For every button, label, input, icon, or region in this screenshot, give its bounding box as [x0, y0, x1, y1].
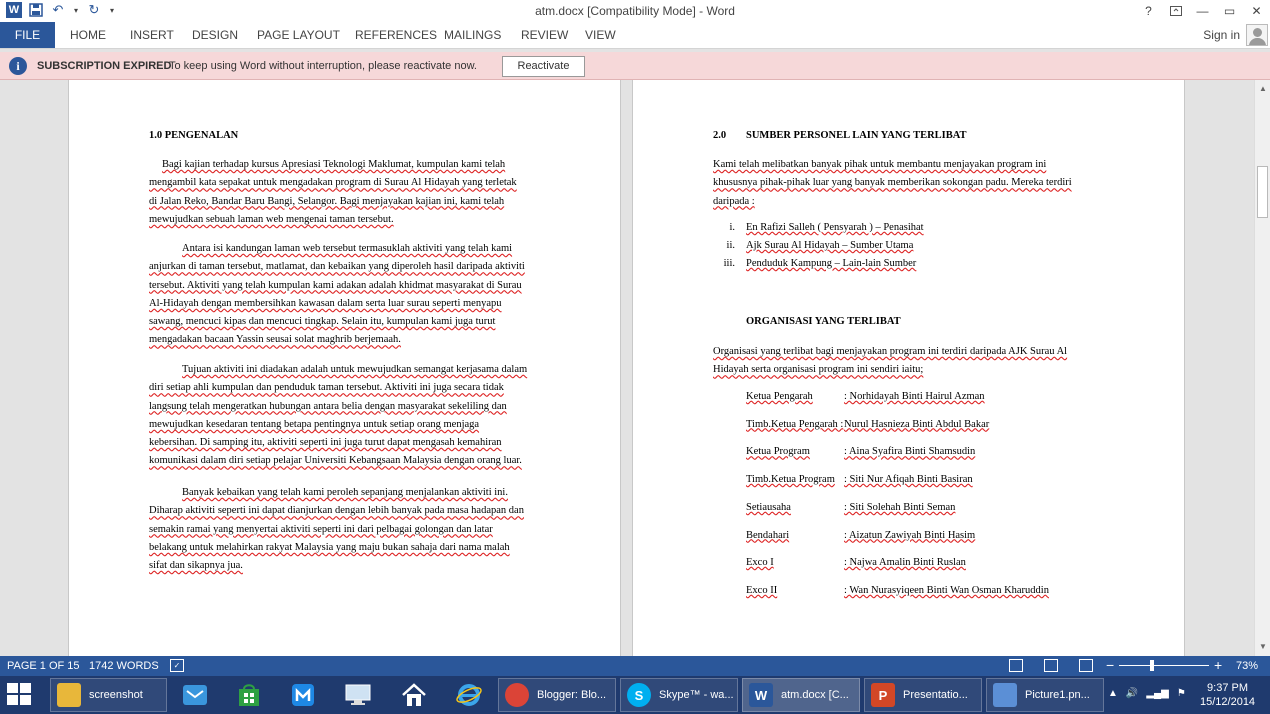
organisation-member: : Wan Nurasyiqeen Binti Wan Osman Kharuddin	[844, 584, 1049, 596]
message-title: SUBSCRIPTION EXPIRED	[37, 60, 172, 72]
redo-icon[interactable]: ↻	[88, 2, 100, 17]
organisation-member: : Siti Solehah Binti Seman	[844, 501, 956, 513]
taskbar-item-powerpoint[interactable]: P Presentatio...	[864, 678, 982, 712]
organisation-intro	[713, 343, 1106, 380]
organisation-role: Ketua Pengarah	[746, 391, 813, 402]
paragraph-line: Tujuan aktiviti ini diadakan adalah untuk mewujudkan semangat kerjasama dalam	[182, 364, 528, 375]
tray-expand-icon[interactable]: ▲	[1108, 688, 1118, 699]
paragraph-line: mewujudkan sebuah laman web mengenai taman tersebut.	[149, 213, 394, 225]
organisation-member: : Norhidayah Binti Hairul Azman	[844, 391, 985, 402]
list-number: iii.	[723, 258, 735, 269]
tab-references[interactable]: REFERENCES	[355, 28, 438, 42]
taskbar-clock[interactable]: 9:37 PM 15/12/2014	[1200, 682, 1256, 708]
zoom-level[interactable]: 73%	[1236, 660, 1259, 672]
maxthon-app-icon[interactable]	[283, 679, 323, 711]
list-text: Ajk Surau Al Hidayah – Sumber Utama	[746, 240, 914, 251]
paragraph-line: sawang, mencuci kipas dan mencuci tingkap. Selain itu, kumpulan kami juga turut	[149, 316, 496, 328]
scroll-thumb[interactable]	[1257, 166, 1268, 218]
paragraph-line: khususnya pihak-pihak luar yang banyak memberikan sokongan padu. Mereka terdiri	[713, 177, 1072, 189]
taskbar-item-picture[interactable]: Picture1.pn...	[986, 678, 1104, 712]
paragraph-line: anjurkan di taman tersebut, matlamat, dan kebaikan yang diperoleh hasil daripada aktiviti	[149, 261, 525, 273]
section-heading: SUMBER PERSONEL LAIN YANG TERLIBAT	[746, 130, 967, 141]
paragraph-line: Bagi kajian terhadap kursus Apresiasi Teknologi Maklumat, kumpulan kami telah	[162, 159, 506, 170]
mail-app-icon[interactable]	[175, 679, 215, 711]
taskbar-item-blogger[interactable]: Blogger: Blo...	[498, 678, 616, 712]
organisation-role: Bendahari	[746, 529, 790, 541]
restore-icon[interactable]: ▭	[1223, 4, 1236, 18]
organisation-member: : Aizatun Zawiyah Binti Hasim	[844, 529, 976, 541]
paragraph-line: kebersihan. Di samping itu, aktiviti seperti ini juga turut dapat mengasah kemahiran	[149, 437, 502, 449]
document-area[interactable]	[0, 80, 1254, 656]
store-app-icon[interactable]	[229, 679, 269, 711]
paragraph-line: Banyak kebaikan yang telah kami peroleh sepanjang menjalankan aktiviti ini.	[182, 487, 508, 498]
subscription-message-bar	[0, 52, 1270, 80]
organisation-role: Ketua Program	[746, 446, 810, 458]
list-text: En Rafizi Salleh ( Pensyarah ) – Penasihat	[746, 222, 924, 233]
paragraph-line: Kami telah melibatkan banyak pihak untuk membantu menjayakan program ini	[713, 159, 1047, 170]
paragraph-line: diri setiap ahli kumpulan dan penduduk taman tersebut. Aktiviti ini juga secara tidak	[149, 382, 504, 394]
zoom-out-button[interactable]: −	[1106, 657, 1115, 673]
tab-page-layout[interactable]: PAGE LAYOUT	[257, 28, 340, 42]
tab-home[interactable]: HOME	[70, 28, 106, 42]
status-bar	[0, 656, 1270, 676]
paragraph-line: Hidayah serta organisasi program ini sendiri iaitu;	[713, 364, 924, 376]
list-number: ii.	[726, 240, 735, 251]
info-icon: i	[9, 57, 27, 75]
paragraph	[149, 156, 542, 229]
taskbar-item-screenshot[interactable]: screenshot	[50, 678, 167, 712]
undo-dropdown-icon[interactable]: ▾	[73, 5, 78, 15]
paragraph-line: belakang untuk melahirkan rakyat Malaysia yang maju bukan sahaja dari nama malah	[149, 541, 510, 553]
paragraph-line: Diharap aktiviti seperti ini dapat dianjurkan dengan lebih banyak pada masa hadapan dan	[149, 505, 524, 517]
chrome-icon	[505, 683, 529, 707]
print-layout-icon[interactable]	[1044, 659, 1058, 672]
paragraph-line: mengadakan bacaan Yassin seusai solat maghrib berjemaah.	[149, 334, 401, 346]
word-logo-icon[interactable]: W	[6, 2, 22, 18]
organisation-member: Nurul Hasnieza Binti Abdul Bakar	[844, 418, 990, 430]
scroll-up-icon[interactable]: ▲	[1259, 84, 1267, 93]
start-button[interactable]	[7, 683, 33, 707]
paragraph-line: sifat dan sikapnya jua.	[149, 560, 243, 572]
paragraph-line: langsung telah mengeratkan hubungan antara belia dengan masyarakat sekeliling dan	[149, 400, 507, 412]
paragraph-line: Antara isi kandungan laman web tersebut termasuklah aktiviti yang telah kami	[182, 243, 513, 254]
taskbar-item-word[interactable]: W atm.docx [C...	[742, 678, 860, 712]
internet-explorer-icon[interactable]	[449, 679, 489, 711]
skype-icon: S	[627, 683, 651, 707]
volume-icon[interactable]: 🔊	[1125, 688, 1139, 699]
paragraph	[149, 240, 542, 350]
organisation-heading: ORGANISASI YANG TERLIBAT	[746, 316, 901, 327]
paragraph-line: daripada :	[713, 195, 755, 207]
home-app-icon[interactable]	[394, 679, 434, 711]
intro-paragraph	[713, 156, 1106, 211]
minimize-icon[interactable]: —	[1196, 4, 1209, 18]
window-title: atm.docx [Compatibility Mode] - Word	[535, 4, 735, 18]
organisation-member: : Siti Nur Afiqah Binti Basiran	[844, 474, 973, 486]
powerpoint-icon: P	[871, 683, 895, 707]
action-center-icon[interactable]: ⚑	[1176, 688, 1186, 699]
tab-mailings[interactable]: MAILINGS	[444, 28, 502, 42]
document-page-2[interactable]	[632, 80, 1185, 656]
tab-insert[interactable]: INSERT	[130, 28, 174, 42]
word-count[interactable]: 1742 WORDS	[89, 660, 159, 672]
customize-qat-icon[interactable]: ▾	[109, 5, 114, 15]
close-icon[interactable]: ✕	[1251, 4, 1262, 18]
window-controls	[1135, 0, 1270, 22]
organisation-member: : Najwa Amalin Binti Ruslan	[844, 557, 966, 569]
tab-review[interactable]: REVIEW	[521, 28, 569, 42]
paragraph-line: mewujudkan kesedaran tentang betapa pentingnya untuk setiap orang menjaga	[149, 418, 480, 430]
paragraph-line: tersebut. Aktiviti yang telah kumpulan kami adakan adalah khidmat masyarakat di Surau	[149, 279, 522, 291]
section-heading: 1.0 PENGENALAN	[149, 130, 239, 141]
ribbon-tabs	[0, 22, 1270, 49]
tab-file[interactable]: FILE	[0, 22, 55, 48]
network-icon[interactable]: ▂▄▆	[1146, 688, 1169, 699]
organisation-role: Setiausaha	[746, 501, 791, 513]
web-layout-icon[interactable]	[1079, 659, 1093, 672]
list-number: i.	[729, 222, 735, 233]
zoom-slider[interactable]	[1119, 665, 1209, 666]
zoom-slider-thumb[interactable]	[1150, 660, 1154, 671]
undo-icon[interactable]: ↶	[52, 2, 64, 17]
tab-view[interactable]: VIEW	[585, 28, 616, 42]
paragraph-line: mengambil kata sepakat untuk mengadakan program di Surau Al Hidayah yang terletak	[149, 177, 517, 189]
organisation-role: Exco I	[746, 557, 774, 569]
list-text: Penduduk Kampung – Lain-lain Sumber	[746, 258, 917, 269]
windows-taskbar	[0, 676, 1270, 714]
vertical-scrollbar[interactable]	[1254, 80, 1270, 656]
ribbon-display-icon[interactable]	[1162, 0, 1189, 22]
tab-design[interactable]: DESIGN	[192, 28, 239, 42]
sign-in-link[interactable]: Sign in	[1203, 28, 1240, 42]
page-count[interactable]: PAGE 1 OF 15	[7, 660, 80, 672]
picture-icon	[993, 683, 1017, 707]
zoom-in-button[interactable]: +	[1214, 657, 1223, 673]
section-number: 2.0	[713, 130, 727, 141]
paragraph-line: Al-Hidayah dengan membersihkan kawasan dalam serta luar surau seperti menyapu	[149, 297, 502, 309]
folder-icon	[57, 683, 81, 707]
help-icon[interactable]: ?	[1145, 4, 1152, 18]
paragraph	[149, 484, 542, 575]
system-tray	[1108, 688, 1186, 699]
organisation-member: : Aina Syafira Binti Shamsudin	[844, 446, 976, 458]
taskbar-item-skype[interactable]: S Skype™ - wa...	[620, 678, 738, 712]
proofing-icon[interactable]: ✓	[170, 659, 184, 672]
organisation-role: Exco II	[746, 584, 778, 596]
user-avatar-icon[interactable]	[1246, 24, 1268, 46]
paragraph-line: Organisasi yang terlibat bagi menjayakan program ini terdiri daripada AJK Surau Al	[713, 346, 1068, 357]
scroll-down-icon[interactable]: ▼	[1259, 642, 1267, 651]
paragraph-line: semakin ramai yang menyertai aktiviti seperti ini dari pelbagai golongan dan latar	[149, 523, 493, 535]
lenovo-app-icon[interactable]	[338, 679, 378, 711]
organisation-role: Timb.Ketua Pengarah :	[746, 418, 844, 430]
document-page-1[interactable]	[68, 80, 621, 656]
message-text: To keep using Word without interruption, please reactivate now.	[169, 60, 477, 72]
organisation-role: Timb.Ketua Program	[746, 474, 835, 486]
title-bar	[0, 0, 1270, 22]
paragraph	[149, 361, 542, 471]
paragraph-line: di Jalan Reko, Bandar Baru Bangi, Selangor. Bagi menjayakan kajian ini, kami telah	[149, 195, 505, 207]
reactivate-button[interactable]: Reactivate	[502, 56, 585, 77]
paragraph-line: komunikasi dalam diri setiap pelajar Universiti Kebangsaan Malaysia dengan orang luar.	[149, 455, 522, 467]
read-mode-icon[interactable]	[1009, 659, 1023, 672]
word-icon: W	[749, 683, 773, 707]
